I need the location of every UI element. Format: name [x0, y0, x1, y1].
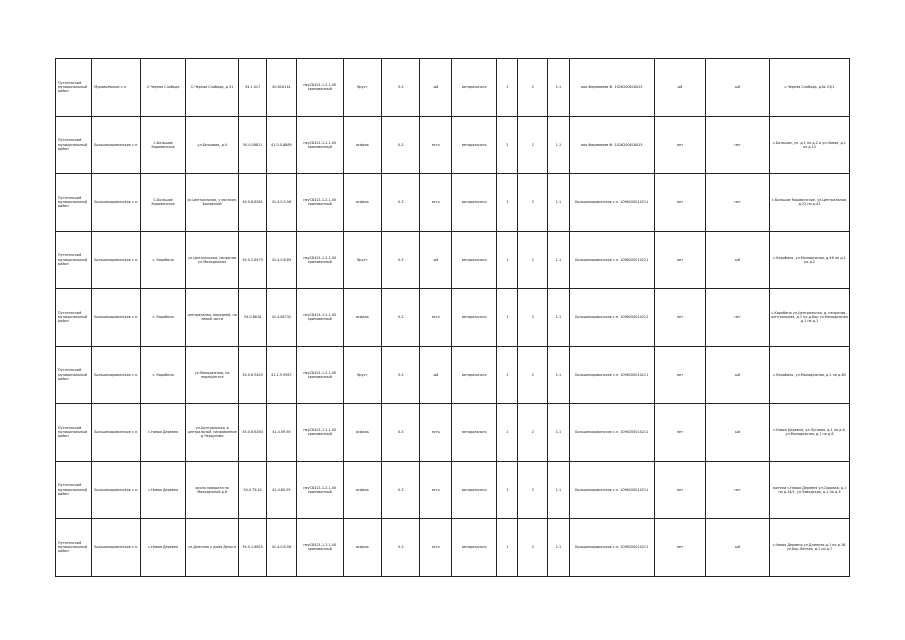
table-body: [56, 59, 850, 577]
table-cell: 1.1: [548, 519, 569, 577]
table-cell: 2: [518, 461, 548, 519]
table-cell: ул.Центральная, напротив ул.Молодежная: [186, 231, 239, 289]
table-cell: ый: [706, 404, 770, 462]
table-cell: неуСБ421-1.2.1-00 хрипованный: [296, 346, 343, 404]
table-cell: нет: [654, 174, 705, 232]
table-cell: веторального: [452, 461, 497, 519]
table-cell: с.Большое Коровинское, ул.Центральная, д.22 по д.43: [769, 174, 849, 232]
table-cell: веторального: [452, 346, 497, 404]
table-cell: нет: [654, 289, 705, 347]
table-cell: 54.1.017: [239, 59, 267, 117]
table-cell: 1: [497, 346, 518, 404]
table-cell: веторального: [452, 289, 497, 347]
table-cell: с.Новая Деревня ул.Длинная д.1 по д.16, ул.Бор.Лесная, д.1 по д.7: [769, 519, 849, 577]
table-cell: 41.0.0.8889: [266, 116, 296, 174]
table-cell: 0-3: [382, 116, 420, 174]
table-cell: Путятинский муниципальный район: [56, 116, 92, 174]
table-cell: 41.4.0.8.58: [266, 519, 296, 577]
table-cell: веторального: [452, 59, 497, 117]
table-cell: 41.4.0.8.89: [266, 231, 296, 289]
table-cell: 0-3: [382, 461, 420, 519]
table-cell: нет: [706, 116, 770, 174]
table-cell: 0-3: [382, 519, 420, 577]
table-row: [56, 346, 850, 404]
table-cell: неуСБ421-1.2.1-00 хрипованный: [296, 519, 343, 577]
table-cell: с.Большое, ул. д.1 по д.2 и ул.Новая, д.1 по д.12: [769, 116, 849, 174]
table-cell: с.Новая Деревня: [141, 461, 186, 519]
table-cell: 54.0.6.6263: [239, 404, 267, 462]
table-cell: 1: [497, 404, 518, 462]
table-cell: есть: [420, 174, 452, 232]
table-row: [56, 231, 850, 289]
table-cell: 1.1: [548, 461, 569, 519]
table-cell: Большекоровинское с.п. 1096200014211: [569, 404, 654, 462]
table-cell: Большекоровинское с.п. 1096200014211: [569, 231, 654, 289]
table-row: [56, 174, 850, 232]
table-cell: с.Новая Деревня, ул.Луговая, д.1 по д.6, ул.Молодежная, д.1 по д.6: [769, 404, 849, 462]
table-cell: нет: [706, 174, 770, 232]
table-cell: 1: [497, 231, 518, 289]
table-cell: асфаль: [343, 174, 381, 232]
table-row: [56, 519, 850, 577]
table-cell: 1.1: [548, 59, 569, 117]
table-cell: с. Карабино: [141, 346, 186, 404]
table-cell: центральная, передней, на левой части: [186, 289, 239, 347]
table-cell: Путятинский муниципальный район: [56, 174, 92, 232]
table-cell: 41.4.0.5.58: [266, 174, 296, 232]
table-cell: 0-3: [382, 231, 420, 289]
table-cell: асфаль: [343, 289, 381, 347]
table-cell: неуСБ421-1.2.1-00 хрипованный: [296, 461, 343, 519]
table-cell: Большекоровинское с.п.: [92, 346, 141, 404]
table-cell: 50.0.08811: [239, 116, 267, 174]
table-cell: Большекоровинское с.п. 1096200014211: [569, 346, 654, 404]
table-cell: Большекоровинское с.п.: [92, 404, 141, 462]
table-cell: ый: [706, 231, 770, 289]
table-cell: Путятинский муниципальный район: [56, 346, 92, 404]
table-cell: нет: [654, 404, 705, 462]
table-cell: 1: [497, 289, 518, 347]
table-cell: асфаль: [343, 461, 381, 519]
table-cell: с.Карабино, ул.Молодежная, д.1 по д.80: [769, 346, 849, 404]
table-cell: 41.2.5.9567: [266, 346, 296, 404]
table-cell: веторального: [452, 174, 497, 232]
table-cell: 1: [497, 461, 518, 519]
table-row: [56, 404, 850, 462]
table-cell: 1.1: [548, 231, 569, 289]
table-cell: неуСБ421-1.2.1-00 хрипованный: [296, 174, 343, 232]
table-cell: нет: [654, 461, 705, 519]
table-cell: Большекоровинское с.п.: [92, 289, 141, 347]
table-cell: ый: [420, 231, 452, 289]
table-cell: 2: [518, 519, 548, 577]
table-cell: неуСБ421-1.2.1-00 хрипованный: [296, 404, 343, 462]
table-cell: С.Черная Слобода, д.31: [186, 59, 239, 117]
table-cell: 2: [518, 174, 548, 232]
table-row: [56, 289, 850, 347]
table-cell: Большекоровинское с.п. 1096200014211: [569, 174, 654, 232]
table-cell: асфаль: [343, 404, 381, 462]
table-cell: 0-3: [382, 174, 420, 232]
table-cell: асфаль: [343, 116, 381, 174]
table-cell: с.Черная Слобода, д.№ 23/1: [769, 59, 849, 117]
table-cell: Большекоровинское с.п.: [92, 174, 141, 232]
table-cell: есть: [420, 116, 452, 174]
table-cell: есть: [420, 461, 452, 519]
table-cell: ый: [420, 346, 452, 404]
table-cell: Большекоровинское с.п.: [92, 116, 141, 174]
table-cell: ооо Фирмаваев Ф. 1026200618415: [569, 116, 654, 174]
table-cell: ый: [706, 346, 770, 404]
table-cell: 1.1: [548, 346, 569, 404]
table-cell: 2: [518, 59, 548, 117]
table-cell: Муравьёвское с.п.: [92, 59, 141, 117]
table-cell: бруст: [343, 59, 381, 117]
table-cell: Большекоровинское с.п.: [92, 519, 141, 577]
table-row: [56, 116, 850, 174]
table-cell: ый: [420, 59, 452, 117]
table-cell: 41.4.59.56: [266, 404, 296, 462]
table-cell: 2: [497, 116, 518, 174]
table-cell: Путятинский муниципальный район: [56, 461, 92, 519]
table-cell: 54.0.79.42: [239, 461, 267, 519]
table-cell: ул.Центральная, в центральной, направление д.Чердуново: [186, 404, 239, 462]
table-cell: есть: [420, 404, 452, 462]
table-cell: 2: [518, 346, 548, 404]
table-cell: С.Большое Коровинское: [141, 116, 186, 174]
table-cell: ый: [654, 59, 705, 117]
table-cell: неуСБ421-1.2.1-00 хрипованный: [296, 59, 343, 117]
table-cell: Путятинский муниципальный район: [56, 404, 92, 462]
table-cell: 0-2: [382, 289, 420, 347]
table-cell: 54.0.2.6479: [239, 231, 267, 289]
table-cell: 1.1: [548, 404, 569, 462]
table-cell: Путятинский муниципальный район: [56, 231, 92, 289]
table-cell: 1.1: [548, 116, 569, 174]
table-cell: ул.Молодежная, на перекрестке: [186, 346, 239, 404]
table-row: [56, 59, 850, 117]
table-cell: ооо Фирмаваев Ф. 1026200618415: [569, 59, 654, 117]
table-cell: есть: [420, 289, 452, 347]
table-cell: с. Карабино: [141, 289, 186, 347]
data-table: [55, 58, 850, 577]
table-cell: 41.4.84732: [266, 289, 296, 347]
table-cell: Путятинский муниципальный район: [56, 519, 92, 577]
table-cell: 2: [518, 231, 548, 289]
table-cell: веторального: [452, 519, 497, 577]
table-cell: 41.4.60.05: [266, 461, 296, 519]
table-cell: 1: [497, 519, 518, 577]
table-cell: ул.Бочковая, д.4: [186, 116, 239, 174]
table-cell: 1: [497, 59, 518, 117]
table-cell: веторального: [452, 404, 497, 462]
table-cell: 2: [518, 116, 548, 174]
table-cell: есть: [420, 519, 452, 577]
table-cell: неуСБ421-1.2.1-00 хрипованный: [296, 231, 343, 289]
table-cell: нет: [654, 519, 705, 577]
table-cell: нет: [706, 289, 770, 347]
table-cell: с.Новая Деревня: [141, 519, 186, 577]
table-cell: веторального: [452, 116, 497, 174]
table-cell: 0-3: [382, 404, 420, 462]
table-cell: асфаль: [343, 519, 381, 577]
table-cell: веторального: [452, 231, 497, 289]
table-cell: Большекоровинское с.п.: [92, 231, 141, 289]
table-cell: нет: [654, 231, 705, 289]
table-cell: ул.Центральная, у магазин, Бонавский: [186, 174, 239, 232]
table-cell: ул.Длинная у дома Деньги: [186, 519, 239, 577]
table-cell: 54.0.6.9445: [239, 346, 267, 404]
table-cell: 54.0.6.8581: [239, 174, 267, 232]
table-cell: с.Карабино, ул.Молодежная, д.46 по д.1 по д.2: [769, 231, 849, 289]
table-cell: с. Карабино: [141, 231, 186, 289]
table-cell: нет: [654, 346, 705, 404]
table-cell: ый: [706, 519, 770, 577]
table-cell: с.Карабино ул.Центральная, д. напротив - центральная, д.1 по д.Бор ул.Молодежная д.1 по д.1: [769, 289, 849, 347]
table-cell: Большекоровинское с.п.: [92, 461, 141, 519]
table-cell: с.Новая Деревня: [141, 404, 186, 462]
table-cell: нет: [654, 116, 705, 174]
table-cell: 2: [518, 289, 548, 347]
table-cell: неуСБ421-1.2.1-00 хрипованный: [296, 289, 343, 347]
table-cell: бруст: [343, 346, 381, 404]
table-cell: Большекоровинское с.п. 1096200014211: [569, 289, 654, 347]
table-cell: 1: [497, 174, 518, 232]
table-cell: ый: [706, 59, 770, 117]
table-cell: Путятинский муниципальный район: [56, 59, 92, 117]
table-cell: С.Большое Коровинское: [141, 174, 186, 232]
table-cell: нет: [706, 461, 770, 519]
table-cell: жители с.Новая Деревня ул.Садовая, д.1 по д.14/1, ул.Заводская, д.1 по д.4: [769, 461, 849, 519]
table-cell: С.Черная Слобода: [141, 59, 186, 117]
table-cell: бруст: [343, 231, 381, 289]
table-cell: Путятинский муниципальный район: [56, 289, 92, 347]
table-cell: 54.0.8816: [239, 289, 267, 347]
table-row: [56, 461, 850, 519]
table-cell: 1.1: [548, 289, 569, 347]
table-cell: Большекоровинское с.п. 1096200014211: [569, 461, 654, 519]
table-cell: 1.1: [548, 174, 569, 232]
table-cell: 2: [518, 404, 548, 462]
table-cell: около поворота на Молодежной д.6: [186, 461, 239, 519]
table-cell: 40.816114: [266, 59, 296, 117]
table-cell: 0-3: [382, 59, 420, 117]
table-cell: 54.0.1.6625: [239, 519, 267, 577]
table-cell: Большекоровинское с.п. 1096200014211: [569, 519, 654, 577]
table-cell: неуСБ421-1.2.1-00 хрипованный: [296, 116, 343, 174]
table-cell: 0-3: [382, 346, 420, 404]
